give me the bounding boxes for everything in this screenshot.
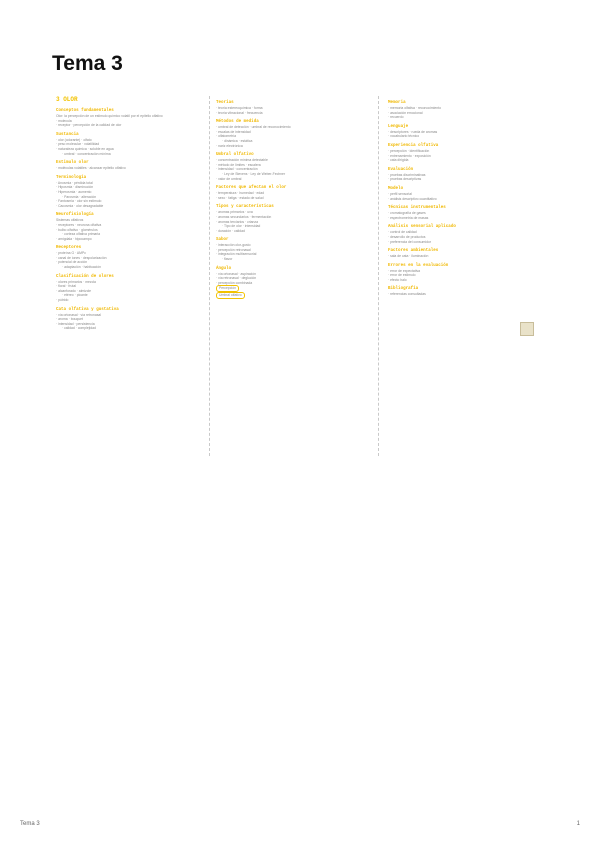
note-line: · preferencia del consumidor [388, 239, 431, 244]
note-line: · floral · frutal [56, 284, 76, 289]
note-line: · potencial de acción [56, 260, 88, 265]
page-number: 1 [576, 821, 580, 827]
note-line: · cata dirigida [388, 158, 409, 163]
note-line: · percepción combinada [216, 280, 253, 285]
note-heading: Terminología [56, 175, 87, 180]
note-line: · umbral · concentración mínima [62, 151, 111, 156]
note-line: · dinámica · estática [222, 138, 253, 143]
note-line: · Hiperosmia · aumento [56, 189, 92, 194]
note-line: · desarrollo de productos [388, 234, 426, 239]
note-line: · canal de iones · despolarización [56, 255, 107, 260]
note-line: · perfil sensorial [388, 191, 412, 196]
column-divider [378, 96, 379, 456]
note-heading: Evaluación [388, 167, 414, 172]
page-title: Tema 3 [52, 52, 123, 75]
notes-column-left [56, 96, 206, 456]
note-line: · concentración mínima detectable [216, 158, 268, 163]
note-line: · vía ortonasal · vía retronasal [56, 312, 102, 317]
footer-label: Tema 3 [20, 821, 40, 827]
note-line: · umbral de detección · umbral de reconocimiento [216, 125, 291, 130]
note-line: · intensidad · concentración [216, 167, 258, 172]
note-line: · receptor · percepción de la calidad de olor [56, 123, 122, 128]
note-line: · adaptación · habituación [62, 265, 102, 270]
note-line: · temperatura · humedad · edad [216, 191, 265, 196]
note-heading: Técnicas instrumentales [388, 206, 446, 211]
note-heading: Lenguaje [388, 124, 409, 129]
note-line: · escalas de intensidad [216, 129, 251, 134]
note-line: · aromas secundarios · fermentación [216, 214, 272, 219]
note-line: · control de calidad [388, 230, 417, 235]
note-heading: Errores en la evaluación [388, 263, 449, 268]
highlight-box: Umbral olfativo [216, 292, 245, 299]
note-line: · Fantosmia · olor sin estimulo [56, 199, 102, 204]
note-heading: Experiencia olfativa [388, 143, 439, 148]
note-heading: Clasificación de olores [56, 274, 114, 279]
note-heading: Sustancia [56, 132, 79, 137]
note-heading: Neurofisiología [56, 213, 94, 218]
note-line: · olfatometría [216, 134, 236, 139]
note-line [216, 285, 366, 292]
note-line: · vocabulario técnico [388, 134, 420, 139]
note-heading: Sabor [216, 238, 229, 243]
note-line: · pútrido [56, 298, 69, 303]
note-line: · bulbo olfativo · glomérulos [56, 227, 98, 232]
notes-column-middle [216, 96, 366, 456]
note-line: · duración · calidad [216, 228, 245, 233]
note-line: · teoría estereoquímica · forma [216, 106, 263, 110]
note-line: · olores primarios · mezcla [56, 279, 96, 284]
note-line: · efecto halo [388, 277, 407, 282]
note-line: · Hiposmia · disminución [56, 185, 94, 190]
note-heading: Análisis sensorial aplicado [388, 225, 456, 230]
note-line: · entrenamiento · exposición [388, 153, 431, 158]
note-line: · valor de umbral [216, 176, 242, 181]
note-heading: Conceptos fundamentales [56, 109, 114, 113]
note-line: · método de límites · escalera [216, 162, 261, 167]
note-line: · error de expectativa [388, 268, 421, 273]
note-line: · recuerdo [388, 115, 404, 120]
note-line: · nariz electrónica [216, 143, 243, 148]
note-line: · sexo · fatiga · estado de salud [216, 195, 264, 200]
note-line: · Tipo de olor · intensidad [222, 224, 261, 229]
note-line: · análisis descriptivo cuantitativo [388, 196, 437, 201]
note-line: · aromas primarios · uva [216, 210, 253, 215]
note-line: · corteza olfativa primaria [62, 232, 101, 237]
note-line: · aroma · bouquet [56, 317, 83, 322]
note-line: · Cacosmia · olor desagradable [56, 203, 104, 208]
note-line: · sala de cata · iluminación [388, 254, 429, 259]
note-line: · flavor [222, 257, 233, 262]
note-heading: Factores ambientales [388, 249, 439, 254]
section-heading: 3 OLOR [56, 96, 78, 103]
note-line: · error de estimulo [388, 273, 416, 278]
note-line: · etéreo · picante [62, 293, 88, 298]
note-line: · percepción · identificación [388, 148, 430, 153]
note-line: · referencias consultadas [388, 292, 426, 297]
note-line: · alcanforado · almizcle [56, 288, 92, 293]
note-heading: Memoria [388, 101, 406, 105]
note-line: · intensidad · persistencia [56, 321, 95, 326]
note-line: · espectrometría de masas [388, 215, 429, 220]
note-line: · molecula [56, 118, 72, 123]
note-line: · aromas terciarios · crianza [216, 219, 259, 224]
column-divider [209, 96, 210, 456]
note-line: · memoria olfativa · reconocimiento [388, 106, 441, 110]
note-heading: Umbral olfativo [216, 153, 254, 158]
note-line: · moléculas volatiles · alcanzar epitelio olfativo [56, 166, 126, 171]
notes-sheet [52, 96, 548, 456]
note-heading: Modelo [388, 186, 404, 191]
note-line: · Anosmia · pérdida total [56, 180, 93, 185]
note-line [216, 292, 366, 299]
note-line: · percepción retronasal [216, 247, 251, 252]
note-line: · vía retronasal · deglución [216, 276, 257, 281]
note-line: · asociación emocional [388, 110, 423, 115]
note-heading: Factores que afectan el olor [216, 186, 287, 191]
note-line: · integración multisensorial [216, 252, 257, 257]
note-line: · proteína G · AMPc [56, 251, 86, 256]
highlight-box: Percepción [216, 285, 239, 292]
note-heading: Estimulo olor [56, 161, 89, 166]
note-line: · amígdala · hipocampo [56, 236, 92, 241]
note-line: Sistemas olfativos [56, 218, 84, 223]
note-line: · receptores · neurona olfativa [56, 222, 102, 227]
note-line: · olor (odorante) · olfato [56, 137, 92, 142]
note-heading: Cata olfativa y gustativa [56, 307, 119, 312]
note-heading: Bibliografía [388, 287, 419, 292]
note-heading: Receptores [56, 246, 82, 251]
note-line: · naturaleza química · soluble en agua [56, 146, 114, 151]
note-line: · pruebas discriminativas [388, 172, 426, 177]
note-heading: Teorías [216, 101, 234, 105]
note-heading: Métodos de medida [216, 120, 259, 125]
note-line: · teoría vibracional · frecuencia [216, 110, 263, 115]
note-line: · pruebas descriptivas [388, 177, 422, 182]
note-heading: Ángulo [216, 266, 232, 271]
note-line: · peso molecular · volatilidad [56, 142, 100, 147]
thumbnail-image [520, 322, 534, 336]
note-line: Olor: la percepción de un estimulo químico volatil por el epitelio olfativo [56, 114, 163, 118]
note-line: · calidad · complejidad [62, 326, 96, 331]
notes-column-right [388, 96, 538, 456]
note-line: · Parosmia · alteración [62, 194, 97, 199]
note-line: · Ley de Stevens · Ley de Weber-Fechner [222, 171, 286, 176]
note-line: · descriptores · rueda de aromas [388, 129, 438, 134]
note-line: · interacción olor-gusto [216, 243, 251, 248]
note-line: · vía ortonasal · aspiración [216, 271, 256, 276]
note-heading: Tipos y características [216, 205, 274, 210]
note-line: · cromatografía de gases [388, 211, 426, 216]
